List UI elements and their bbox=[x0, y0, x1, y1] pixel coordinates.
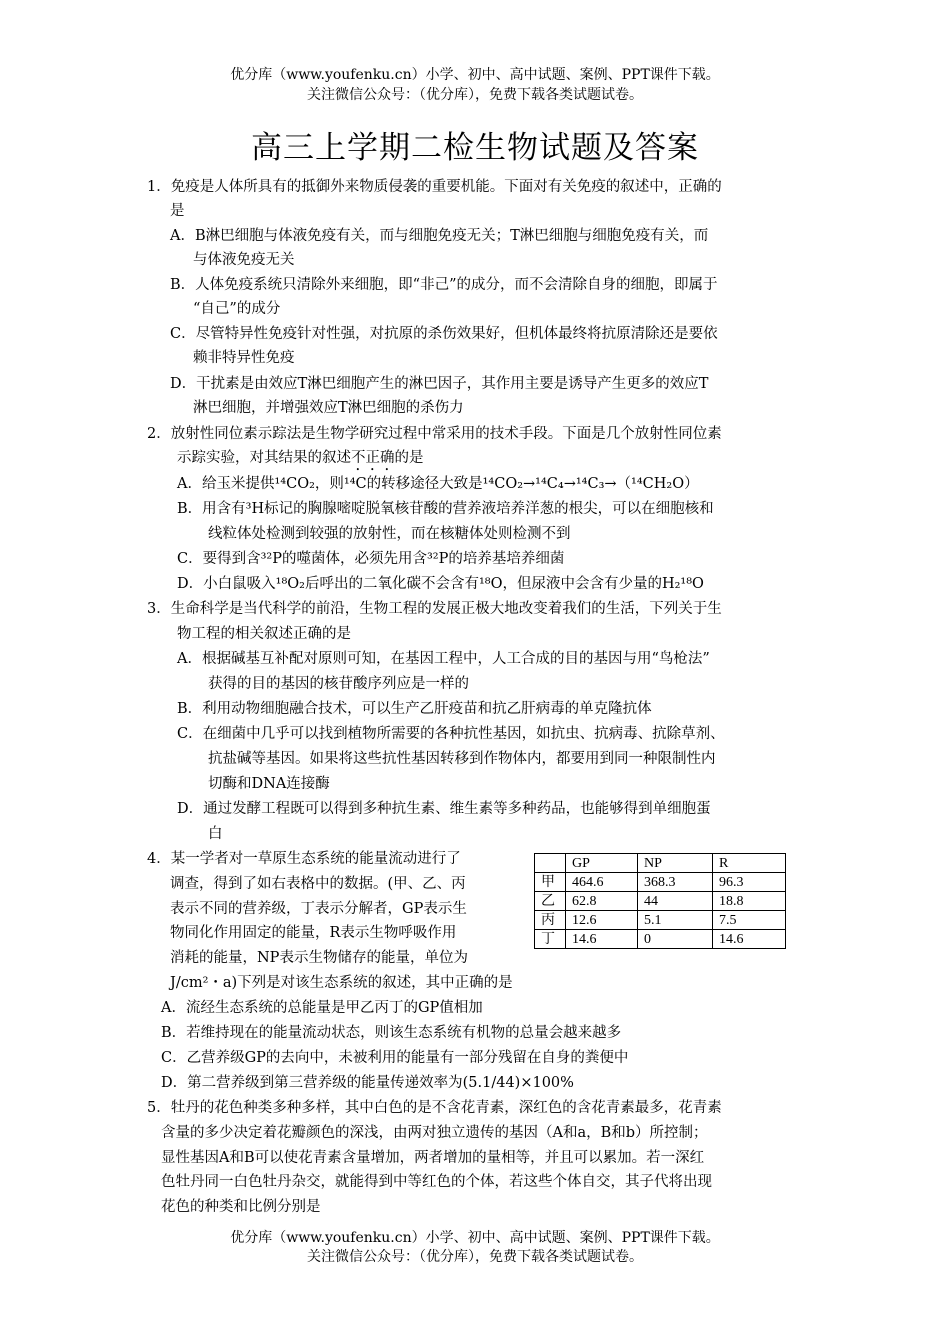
q1-stem-line-2: 是 bbox=[170, 203, 185, 219]
q4-stem-line-2: 调查，得到了如右表格中的数据。(甲、乙、丙 bbox=[170, 876, 466, 892]
q4-option-a: A．流经生态系统的总能量是甲乙丙丁的GP值相加 bbox=[161, 1000, 483, 1016]
q2-option-d: D．小白鼠吸入¹⁸O₂后呼出的二氧化碳不会含有¹⁸O，但尿液中会含有少量的H₂¹⁸O bbox=[177, 576, 704, 592]
q3-option-d-line-1: D．通过发酵工程既可以得到多种抗生素、维生素等多种药品，也能够得到单细胞蛋 bbox=[177, 801, 711, 817]
table-cell: 62.8 bbox=[566, 892, 638, 911]
q4-option-d: D．第二营养级到第三营养级的能量传递效率为(5.1/44)×100% bbox=[161, 1075, 574, 1091]
energy-flow-table bbox=[534, 853, 786, 949]
q2-stem-line-1: 2．放射性同位素示踪法是生物学研究过程中常采用的技术手段。下面是几个放射性同位素 bbox=[147, 426, 722, 442]
q2-option-b-line-2: 线粒体处检测到较强的放射性，而在核糖体处则检测不到 bbox=[208, 526, 571, 542]
table-header-cell: GP bbox=[566, 854, 638, 873]
q4-option-c: C．乙营养级GP的去向中，未被利用的能量有一部分残留在自身的粪便中 bbox=[161, 1050, 629, 1066]
table-row bbox=[535, 911, 786, 930]
header-line-2: 关注微信公众号：（优分库），免费下载各类试题试卷。 bbox=[307, 87, 643, 103]
q2-emphasis-not-correct: 不正确 bbox=[351, 450, 395, 466]
q1-option-c-line-1: C．尽管特异性免疫针对性强，对抗原的杀伤效果好，但机体最终将抗原清除还是要依 bbox=[170, 326, 718, 342]
q1-option-b-line-2: “自己”的成分 bbox=[193, 301, 281, 317]
table-cell: 12.6 bbox=[566, 911, 638, 930]
table-cell: 96.3 bbox=[713, 873, 786, 892]
footer-line-2: 关注微信公众号：（优分库），免费下载各类试题试卷。 bbox=[307, 1249, 643, 1265]
q1-option-b-line-1: B．人体免疫系统只清除外来细胞，即“非己”的成分，而不会清除自身的细胞，即属于 bbox=[170, 277, 718, 293]
table-header-cell: NP bbox=[638, 854, 713, 873]
q2-stem-post: 的是 bbox=[394, 450, 424, 466]
q1-option-a-line-1: A．B淋巴细胞与体液免疫有关，而与细胞免疫无关；T淋巴细胞与细胞免疫有关，而 bbox=[170, 228, 709, 244]
table-cell: 18.8 bbox=[713, 892, 786, 911]
q4-stem-line-4: 物同化作用固定的能量，R表示生物呼吸作用 bbox=[170, 925, 457, 941]
table-row bbox=[535, 892, 786, 911]
q3-stem-line-1: 3．生命科学是当代科学的前沿，生物工程的发展正极大地改变着我们的生活，下列关于生 bbox=[147, 601, 722, 617]
q4-option-b: B．若维持现在的能量流动状态，则该生态系统有机物的总量会越来越多 bbox=[161, 1025, 622, 1041]
q2-stem-line-2 bbox=[177, 448, 424, 474]
q5-line-2: 含量的多少决定着花瓣颜色的深浅，由两对独立遗传的基因（A和a，B和b）所控制； bbox=[161, 1125, 708, 1141]
q1-option-d-line-2: 淋巴细胞，并增强效应T淋巴细胞的杀伤力 bbox=[193, 400, 464, 416]
table-cell: 44 bbox=[638, 892, 713, 911]
table-cell: 14.6 bbox=[713, 930, 786, 949]
q3-option-c-line-1: C．在细菌中几乎可以找到植物所需要的各种抗性基因，如抗虫、抗病毒、抗除草剂、 bbox=[177, 726, 725, 742]
q3-option-b: B．利用动物细胞融合技术，可以生产乙肝疫苗和抗乙肝病毒的单克隆抗体 bbox=[177, 701, 652, 717]
table-row bbox=[535, 873, 786, 892]
q2-option-c: C．要得到含³²P的噬菌体，必须先用含³²P的培养基培养细菌 bbox=[177, 551, 565, 567]
footer-line-1: 优分库（www.youfenku.cn）小学、初中、高中试题、案例、PPT课件下载。 bbox=[230, 1230, 720, 1246]
q4-stem-line-5: 消耗的能量，NP表示生物储存的能量，单位为 bbox=[170, 950, 468, 966]
q3-stem-line-2: 物工程的相关叙述正确的是 bbox=[177, 626, 351, 642]
q2-stem-pre: 示踪实验，对其结果的叙述 bbox=[177, 450, 351, 466]
q3-option-a-line-2: 获得的目的基因的核苷酸序列应是一样的 bbox=[208, 676, 469, 692]
table-cell: 14.6 bbox=[566, 930, 638, 949]
table-cell: 5.1 bbox=[638, 911, 713, 930]
table-cell: 甲 bbox=[535, 873, 566, 892]
table-cell: 7.5 bbox=[713, 911, 786, 930]
table-header-row bbox=[535, 854, 786, 873]
q2-option-a: A．给玉米提供¹⁴CO₂，则¹⁴C的转移途径大致是¹⁴CO₂→¹⁴C₄→¹⁴C₃→（¹⁴CH₂O） bbox=[177, 476, 699, 492]
q3-option-d-line-2: 白 bbox=[208, 826, 223, 842]
header-line-1: 优分库（www.youfenku.cn）小学、初中、高中试题、案例、PPT课件下载。 bbox=[230, 67, 720, 83]
q4-stem-line-6: J/cm²・a)下列是对该生态系统的叙述，其中正确的是 bbox=[170, 975, 513, 991]
q1-option-a-line-2: 与体液免疫无关 bbox=[193, 252, 295, 268]
q5-line-1: 5．牡丹的花色种类多种多样，其中白色的是不含花青素，深红色的含花青素最多，花青素 bbox=[147, 1100, 722, 1116]
table-cell: 乙 bbox=[535, 892, 566, 911]
q4-stem-line-1: 4．某一学者对一草原生态系统的能量流动进行了 bbox=[147, 851, 461, 867]
table-cell: 丙 bbox=[535, 911, 566, 930]
table-cell: 464.6 bbox=[566, 873, 638, 892]
table-cell: 0 bbox=[638, 930, 713, 949]
q5-line-3: 显性基因A和B可以使花青素含量增加，两者增加的量相等，并且可以累加。若一深红 bbox=[161, 1150, 705, 1166]
q1-option-d-line-1: D．干扰素是由效应T淋巴细胞产生的淋巴因子，其作用主要是诱导产生更多的效应T bbox=[170, 376, 709, 392]
table-cell: 丁 bbox=[535, 930, 566, 949]
table-cell: 368.3 bbox=[638, 873, 713, 892]
q1-stem-line-1: 1．免疫是人体所具有的抵御外来物质侵袭的重要机能。下面对有关免疫的叙述中，正确的 bbox=[147, 179, 722, 195]
q2-option-b-line-1: B．用含有³H标记的胸腺嘧啶脱氧核苷酸的营养液培养洋葱的根尖，可以在细胞核和 bbox=[177, 501, 714, 517]
q3-option-a-line-1: A．根据碱基互补配对原则可知，在基因工程中，人工合成的目的基因与用“鸟枪法” bbox=[177, 651, 710, 667]
q4-stem-line-3: 表示不同的营养级，丁表示分解者，GP表示生 bbox=[170, 901, 467, 917]
table-header-cell bbox=[535, 854, 566, 873]
q3-option-c-line-3: 切酶和DNA连接酶 bbox=[208, 776, 330, 792]
q5-line-4: 色牡丹同一白色牡丹杂交，就能得到中等红色的个体，若这些个体自交，其子代将出现 bbox=[161, 1174, 712, 1190]
q1-option-c-line-2: 赖非特异性免疫 bbox=[193, 350, 295, 366]
table-row bbox=[535, 930, 786, 949]
q5-line-5: 花色的种类和比例分别是 bbox=[161, 1199, 321, 1215]
page-title: 高三上学期二检生物试题及答案 bbox=[251, 130, 699, 166]
table-header-cell: R bbox=[713, 854, 786, 873]
q3-option-c-line-2: 抗盐碱等基因。如果将这些抗性基因转移到作物体内，都要用到同一种限制性内 bbox=[208, 751, 716, 767]
